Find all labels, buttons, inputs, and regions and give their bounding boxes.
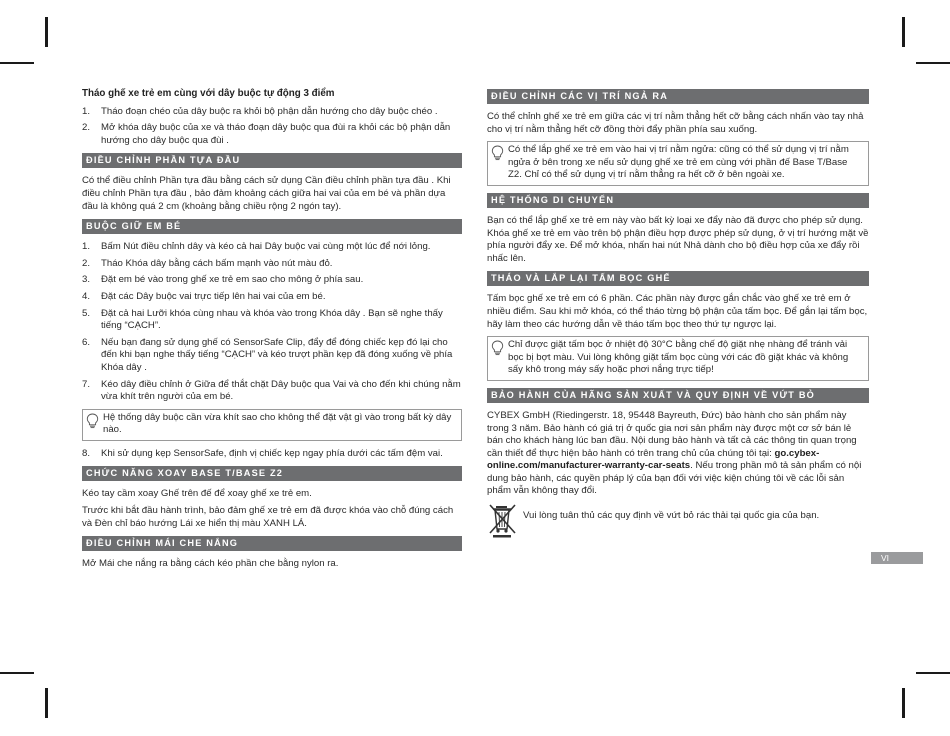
rotation-text-1: Kéo tay cầm xoay Ghế trên đế để xoay ghế xe trẻ em.: [82, 488, 312, 500]
step-text: Mở khóa dây buộc của xe và tháo đoạn dây buộc qua đùi ra khỏi các bộ phận dẫn hướng cho dây buộc qua đùi .: [101, 122, 451, 146]
step-number: 2.: [82, 257, 91, 269]
language-tab: VI: [871, 552, 923, 564]
step-text: Đặt các Dây buộc vai trực tiếp lên hai vai của em bé.: [101, 290, 326, 302]
crop-mark: [902, 688, 905, 718]
step-text: Khi sử dụng kẹp SensorSafe, định vị chiếc kẹp ngay phía dưới các tấm đệm vai.: [101, 447, 443, 459]
section-heading-headrest: ĐIỀU CHỈNH PHẦN TỰA ĐẦU: [82, 153, 462, 168]
section-heading-canopy: ĐIỀU CHỈNH MÁI CHE NẮNG: [82, 536, 462, 551]
list-item: [82, 258, 462, 271]
headrest-text: Có thể điều chỉnh Phần tựa đầu bằng cách sử dụng Cần điều chỉnh phần tựa đầu . Khi điều chỉnh Phần tựa đầu , bảo đảm khoảng cách giữa hai vai của em bé và phần dựa đầu là không quá 2 cm (khoảng bằng chiều rộng 2 ngón tay).: [82, 175, 451, 212]
secure-steps: [82, 241, 462, 404]
lightbulb-icon: [491, 145, 504, 161]
section-heading-rotation: CHỨC NĂNG XOAY BASE T/BASE Z2: [82, 466, 462, 481]
step-text: Đặt cả hai Lưỡi khóa cùng nhau và khóa vào trong Khóa dây . Bạn sẽ nghe thấy tiếng “CẠCH”.: [101, 307, 443, 332]
section-heading-warranty: BẢO HÀNH CỦA HÃNG SẢN XUẤT VÀ QUY ĐỊNH VỀ VỨT BỎ: [487, 388, 869, 403]
step-text: Bấm Nút điều chỉnh dây và kéo cả hai Dây buộc vai cùng một lúc để nới lỏng.: [101, 241, 431, 253]
note-text: Chỉ được giặt tấm bọc ở nhiệt độ 30°C bằng chế độ giặt nhẹ nhàng để tránh vải bọc bị bợt màu. Vui lòng không giặt tấm bọc cùng với các đồ giặt khác và không sấy khô trong máy sấy hoặc phơi nắng trực tiếp!: [508, 339, 849, 376]
warranty-url[interactable]: go.cybex-online.com/manufacturer-warranty-car-seats: [487, 447, 820, 472]
step-text: Tháo đoạn chéo của dây buộc ra khỏi bộ phận dẫn hướng cho dây buộc chéo .: [101, 105, 438, 117]
lightbulb-icon: [86, 413, 99, 429]
warranty-text: [487, 410, 869, 498]
travel-text: Bạn có thể lắp ghế xe trẻ em này vào bất kỳ loại xe đẩy nào đã được cho phép sử dụng. Khóa ghế xe trẻ em vào trên bộ phận điều hợp được phép sử dụng, ở vị trí hướng mặt về phía người đẩy xe. Để mở khóa, nhấn hai nút Nhả dành cho bộ điều hợp của xe đẩy rồi nhấc lên.: [487, 214, 869, 264]
intro-steps: [82, 106, 462, 148]
step-number: 5.: [82, 307, 91, 319]
left-column: [82, 88, 462, 575]
step-number: 1.: [82, 241, 91, 253]
rotation-text-2: Trước khi bắt đầu hành trình, bảo đảm ghế xe trẻ em đã được khóa vào chỗ đúng cách và Đèn chỉ báo hướng Lái xe hiển thị màu XANH LÁ.: [82, 505, 454, 529]
step-number: 7.: [82, 378, 91, 390]
step-number: 8.: [82, 447, 91, 459]
note-text: Có thể lắp ghế xe trẻ em vào hai vị trí nằm ngửa: cũng có thể sử dụng vị trí nằm ngửa ở bên trong xe nếu sử dụng ghế xe trẻ em cùng với phần đế Base T/Base Z2. Chỉ có thể sử dụng vị trí nằm thẳng ra hết cỡ ở bên ngoài xe.: [508, 144, 849, 181]
step-number: 6.: [82, 336, 91, 348]
section-heading-recline: ĐIỀU CHỈNH CÁC VỊ TRÍ NGẢ RA: [487, 89, 869, 104]
secure-step-8: [82, 448, 462, 461]
list-item: [82, 274, 462, 287]
step-number: 2.: [82, 122, 91, 134]
disposal-row: [487, 502, 869, 538]
note-text: Hệ thống dây buộc cần vừa khít sao cho không thể đặt vật gì vào trong bất kỳ dây nào.: [103, 411, 452, 436]
list-item: [82, 308, 462, 333]
right-column: [487, 88, 869, 538]
warranty-text-2: . Nếu trong phần mô tả sản phẩm có nội dung bảo hành, các quyền pháp lý của bạn đối với việc kiện chúng tôi về các lỗi sản phẩm vẫn không thay đổi.: [487, 460, 862, 497]
section-heading-secure: BUỘC GIỮ EM BÉ: [82, 219, 462, 234]
recline-text: Có thể chỉnh ghế xe trẻ em giữa các vị trí nằm thẳng hết cỡ bằng cách nhấn vào tay nhả cho vị trí nằm thẳng hết cỡ đồng thời đẩy phần phía sau xuống.: [487, 111, 864, 135]
list-item: [82, 337, 462, 375]
canopy-text: Mở Mái che nắng ra bằng cách kéo phần che bằng nylon ra.: [82, 558, 339, 570]
section-heading-travel: HỆ THỐNG DI CHUYỂN: [487, 193, 869, 208]
list-item: [82, 291, 462, 304]
disposal-text: Vui lòng tuân thủ các quy định về vứt bỏ rác thải tại quốc gia của bạn.: [523, 510, 820, 522]
step-text: Nếu bạn đang sử dụng ghế có SensorSafe Clip, đẩy để đóng chiếc kẹp đó lại cho đến khi bạn nghe thấy tiếng “CẠCH” và kéo trượt phần kẹp đã đóng xuống về phía Khóa dây .: [101, 336, 453, 373]
intro-title: Tháo ghế xe trẻ em cùng với dây buộc tự động 3 điểm: [82, 88, 335, 99]
crop-mark: [0, 62, 34, 64]
list-item: [82, 379, 462, 404]
crossed-bin-icon: [487, 502, 519, 538]
crop-mark: [916, 62, 950, 64]
list-item: [82, 448, 462, 461]
crop-mark: [45, 17, 48, 47]
step-text: Kéo dây điều chỉnh ở Giữa để thắt chặt Dây buộc qua Vai và cho đến khi chúng nằm vừa khít trên người của em bé.: [101, 378, 461, 403]
crop-mark: [45, 688, 48, 718]
lightbulb-icon: [491, 340, 504, 356]
crop-mark: [916, 672, 950, 674]
cover-text: Tấm bọc ghế xe trẻ em có 6 phần. Các phần này được gắn chắc vào ghế xe trẻ em ở nhiều điểm. Sau khi mở khóa, có thể tháo từng bộ phận của tấm bọc. Để gắn lại tấm bọc, hãy làm theo các hướng dẫn về tháo tấm bọc theo thứ tự ngược lại.: [487, 293, 868, 330]
crop-mark: [902, 17, 905, 47]
note-box: [82, 409, 462, 441]
note-box: [487, 141, 869, 186]
section-heading-cover: THÁO VÀ LẮP LẠI TẤM BỌC GHẾ: [487, 271, 869, 286]
step-text: Tháo Khóa dây bằng cách bấm mạnh vào nút màu đỏ.: [101, 257, 333, 269]
step-text: Đặt em bé vào trong ghế xe trẻ em sao cho mông ở phía sau.: [101, 274, 364, 286]
list-item: [82, 241, 462, 254]
step-number: 4.: [82, 290, 91, 302]
list-item: [82, 106, 462, 119]
step-number: 1.: [82, 105, 91, 117]
step-number: 3.: [82, 274, 91, 286]
warranty-text-1: CYBEX GmbH (Riedingerstr. 18, 95448 Bayreuth, Đức) bảo hành cho sản phẩm này trong 3 năm. Bảo hành có giá trị ở quốc gia nơi sản phẩm này được một cơ sở bán lẻ bán cho khách hàng lúc ban đầu. Nội dung bảo hành và tất cả các thông tin quan trọng cần thiết để thực hiện bảo hành có trên trang chủ của chúng tôi tại:: [487, 409, 857, 459]
note-box: [487, 336, 869, 381]
list-item: [82, 122, 462, 147]
crop-mark: [0, 672, 34, 674]
